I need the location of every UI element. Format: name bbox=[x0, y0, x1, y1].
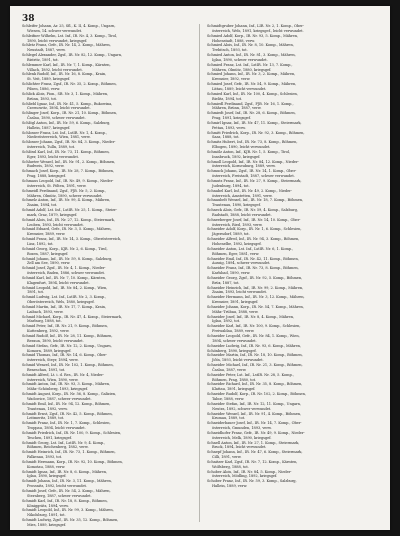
entry-line: Judenburg, 1894, tot. bbox=[212, 183, 250, 188]
entry-line: Schneider Wenzel, Inf., IR. Nr. 91, 4. Komp., Böhmen, bbox=[207, 411, 302, 416]
entry-line: Teschen, 1891, kriegsgef. bbox=[27, 435, 72, 440]
entry-line: Schlinger Josef, Korp., IR. Nr. 21, 10. Komp., Böhmen, bbox=[22, 111, 117, 116]
entry-line: Pilsen, 1886, verw. bbox=[27, 86, 61, 91]
entry-line: Villach, 1892, leicht verwundet. bbox=[27, 67, 83, 72]
entry-line: Schmidt Johann, Inf., IR. Nr. 3, 11. Komp., Mähren, bbox=[22, 479, 112, 484]
entry-line: Schneider Stefan, Inf., IR. Nr. 12, 11. Komp., Ungarn, bbox=[207, 401, 301, 406]
entry-line: Schmidt Ludwig, Zgsf., IR. Nr. 35, 12. Komp., Böhmen, bbox=[22, 518, 119, 523]
entry-line: Schneider Richard, Inf., IR. Nr. 35, 8. Komp., Böhmen, bbox=[207, 382, 303, 387]
entry-line: Beneschau, 1891, tot. bbox=[27, 367, 66, 372]
entry-line: Schneider Emil, Inf., IR. Nr. 42, 11. Komp., Böhmen, bbox=[207, 256, 299, 261]
entry-line: Iglau, 1890, schwer verwundet. bbox=[212, 57, 268, 62]
entry-line: österreich, Melk, 1890, kriegsgef. bbox=[212, 435, 272, 440]
entry-line: Schmeidl Ferdinand, Zgsf., FJB. Nr. 5, 2. Komp., bbox=[22, 188, 107, 193]
entry-line: Schmidtgruber Johann, Inf., LIR. Nr. 2, 1. Komp., Ober- bbox=[207, 24, 304, 28]
entry-line: Schmidt Josef, Gefr., IR. Nr. 54, 2. Komp., Mähren, bbox=[22, 489, 111, 493]
entry-line: österreich, Mödling, 1892, kriegsgef. bbox=[212, 474, 278, 479]
entry-line: Schmied Franz, Lst. Inf., LstIR. Nr. 13, 7. Komp., bbox=[207, 62, 293, 67]
entry-line: Trebitsch, 1893, tot. bbox=[212, 48, 248, 53]
entry-line: Schmid Ludwig, Lst. Inf., LstIR. Nr. 2, 3. Komp., bbox=[22, 295, 107, 300]
entry-line: Schmidt Leopold, Inf., IR. Nr. 99, 3. Komp., Mähren, bbox=[22, 508, 114, 513]
entry-line: Schneiderbauer Josef, Inf., IR. Nr. 14, 7. Komp., Ober- bbox=[207, 421, 302, 426]
entry-line: Znaim, 1894, tot. bbox=[27, 203, 58, 208]
entry-line: Schlegel Alexander, Zgsf., IR. Nr. 82, 12. Komp., Ungarn, bbox=[22, 53, 123, 58]
entry-line: Schmölz Anton, Inf., KJR. Nr. 1, 5. Komp., Tirol, bbox=[207, 149, 291, 154]
entry-line: österreich, Steyr, 1894, verw. bbox=[27, 358, 79, 363]
entry-line: Hohenstadt, 1888, verw. bbox=[212, 38, 255, 43]
entry-line: Tabor, 1888, verw. bbox=[212, 396, 245, 401]
entry-line: Niederösterreich, Wien, 1881, verw. bbox=[27, 135, 91, 140]
entry-line: Schmid Rudolf, Inf., IR. Nr. 28, 11. Komp., Böhmen, bbox=[22, 334, 113, 338]
entry-line: Schmid Thomas, Inf., IR. Nr. 14, 6. Komp., Ober- bbox=[22, 353, 108, 358]
entry-line: österreich, Tulln, 1889, tot. bbox=[27, 145, 76, 150]
entry-line: Aussig, 1894, schwer verwundet. bbox=[212, 261, 271, 266]
entry-line: Schneider Rudolf, Korp., IR. Nr. 102, 2. Komp., Böhmen, bbox=[207, 392, 306, 397]
entry-line: Iglau, 1892, tot. bbox=[212, 319, 241, 324]
column-divider bbox=[199, 24, 200, 522]
entry-line: Schmuck Johann, Zgsf., IR. Nr. 14, 1. Komp., Ober- bbox=[207, 169, 297, 174]
entry-line: Schmid Peter, Inf., IR. Nr. 21, 9. Komp., Böhmen, bbox=[22, 324, 108, 329]
entry-line: Schneider Michael, Inf., IR. Nr. 21, 3. Komp., Böhmen, bbox=[207, 363, 303, 368]
entry-line: Hallein, 1887, kriegsgef. bbox=[27, 125, 71, 130]
entry-line: Elbogen, 1890, leicht verwundet. bbox=[212, 145, 271, 150]
entry-line: Schneider Josef, Inf., IR. Nr. 8, 4. Komp., Mähren, bbox=[207, 314, 295, 319]
entry-line: österreich, Baden, 1886, schwer verwundet. bbox=[27, 271, 105, 276]
entry-line: Budweis, 1892, verw. bbox=[27, 164, 65, 169]
entry-line: Schlosser Franz, Lst. Inf., LstIR. Nr. 1, 4. Komp., bbox=[22, 130, 107, 135]
entry-line: Saaz, 1888, tot. bbox=[212, 135, 240, 140]
entry-line: österreich, Wien, 1890, verw. bbox=[27, 377, 79, 382]
entry-line: Oberösterreich, Wels, 1880, kriegsgef. bbox=[27, 300, 95, 305]
entry-line: 1891, tot. bbox=[27, 290, 44, 295]
entry-line: Schmid Adolf, Lst. Inf., LstIR. Nr. 25, 1. Komp., Steier- bbox=[22, 208, 118, 213]
entry-line: Schmid Johann, Inf., IR. Nr. 59, 8. Komp., Salzburg, bbox=[22, 256, 113, 261]
entry-line: Leitmeritz, 1889, tot. bbox=[27, 416, 65, 421]
entry-line: österreich, Ried, 1893, verw. bbox=[212, 222, 263, 227]
entry-line: Königgrätz, 1894, verw. bbox=[27, 503, 69, 508]
entry-line: Freiwaldau, 1889, verw. bbox=[212, 329, 255, 334]
entry-line: Schneider Martin, Inf., IR. Nr. 18, 10. Komp., Böhmen, bbox=[207, 353, 303, 358]
entry-line: Znaim, 1893, leicht verwundet. bbox=[212, 290, 267, 295]
entry-line: Schnaubelt Wenzel, Inf., IR. Nr. 18, 7. Komp., Böhmen, bbox=[207, 198, 304, 203]
entry-line: Wiesen, 14. schwer verwundet. bbox=[27, 28, 83, 33]
entry-line: Schmied Adolf, Korp., IR. Nr. 93, 5. Komp., Mähren, bbox=[207, 33, 299, 38]
entry-line: Schmutz Franz, Inf., IR. Nr. 27, 9. Komp., Steiermark, bbox=[207, 179, 302, 183]
entry-line: österreich, Amstetten, 1891, verw. bbox=[212, 193, 273, 198]
entry-line: Bistritz, 1891, tot. bbox=[27, 57, 59, 62]
entry-line: Jičín, 1893, leicht verwundet. bbox=[212, 358, 264, 363]
entry-line: Schneider Alfred, Inf., IR. Nr. 94, 3. Komp., Böhmen, bbox=[207, 237, 300, 242]
entry-line: Schmidt Ignaz, Inf., IR. Nr. 8, 6. Komp., Mähren, bbox=[22, 469, 108, 474]
entry-line: Trautenau, 1892, verw. bbox=[27, 406, 68, 411]
entry-line: Schmaus Leopold, Inf., IR. Nr. 49, 9. Komp., Nieder- bbox=[22, 179, 114, 183]
entry-line: Kuttenberg, 1892, verw. bbox=[27, 329, 70, 334]
entry-line: Schmidt Hermann, Korp., IR. Nr. 92, 10. Komp., Böhmen, bbox=[22, 459, 123, 464]
entry-line: Schlueter Wenzel, Inf., IR. Nr. 91, 2. Komp., Böhmen, bbox=[22, 159, 116, 164]
entry-line: Kremsier, 1889, verw. bbox=[27, 232, 66, 237]
entry-line: Böhmen, Prag, 1880, tot. bbox=[212, 377, 257, 382]
entry-line: Prag, 1888, kriegsgef. bbox=[27, 174, 66, 179]
left-column bbox=[22, 24, 192, 527]
entry-line: Böhmen, Reichenberg, 1882, verw. bbox=[27, 445, 89, 450]
entry-line: Schmelz Anton, Inf., IR. Nr. 99, 4. Komp., Mähren, bbox=[22, 198, 111, 203]
entry-line: Schmid Franz, Inf., IR. Nr. 14, 3. Komp., Oberösterreich, bbox=[22, 237, 122, 242]
entry-line: Schneider Ludwig, Inf., IR. Nr. 93, 6. Komp., Mähren, bbox=[207, 343, 301, 348]
entry-line: Bruck, 1894, leicht verwundet. bbox=[212, 445, 267, 450]
entry-line: Trautenau, 1890, kriegsgef. bbox=[212, 203, 261, 208]
entry-line: Iglau, 1890, kriegsgef. bbox=[27, 474, 67, 479]
entry-line: Schneider Adolf, Korp., IR. Nr. 1, 6. Komp., Schlesien, bbox=[207, 227, 302, 232]
entry-line: Schneider Karl, Inf., IR. Nr. 100, 9. Komp., Schlesien, bbox=[207, 324, 301, 329]
entry-line: Mähren, Olmütz, 1890, schwer verwundet. bbox=[27, 193, 103, 198]
entry-line: Schmid Stefan, Gefr., IR. Nr. 12, 2. Komp., Ungarn, bbox=[22, 343, 112, 348]
entry-line: Schlosser Johann, Zgsf., IR. Nr. 84, 3. Komp., Nieder- bbox=[22, 140, 116, 145]
entry-line: Nikolsburg, 1891, tot. bbox=[27, 513, 66, 518]
entry-line: Schlemmer Karl, Inf., IR. Nr. 7, 1. Komp., Kärnten, bbox=[22, 62, 111, 67]
entry-line: Prag, 1891, kriegsgef. bbox=[212, 116, 251, 121]
entry-line: Schmidt August, Korp., IR. Nr. 56, 8. Komp., Galizien, bbox=[22, 392, 117, 397]
entry-line: Klattau, 1891, kriegsgef. bbox=[212, 387, 256, 392]
entry-line: Schneck Alois, Gefr., IR. Nr. 59, 4. Komp., Salzburg, bbox=[207, 208, 298, 213]
entry-line: Falkenau, 1893, tot. bbox=[27, 455, 63, 460]
entry-line: Mähren, Olmütz, 1880, kriegsgef. bbox=[212, 67, 272, 72]
entry-line: Schneider Peter, Lst. Inf., LstIR. Nr. 28, 5. Komp., bbox=[207, 372, 294, 377]
entry-line: Schleifer Johann, Ar. 25, Sfl., K. II, 4. Komp., Ungarn, bbox=[22, 24, 116, 28]
entry-line: Littau, 1889, leicht verwundet. bbox=[212, 86, 267, 91]
entry-line: Neutra, 1892, schwer verwundet. bbox=[212, 406, 272, 411]
entry-line: Schmied Anton, Inf., IR. Nr. 81, 3. Komp., Mähren, bbox=[207, 53, 296, 58]
entry-line: Schmirl Ignaz, Inf., IR. Nr. 47, 11. Komp., Steiermark, bbox=[207, 120, 302, 125]
entry-line: Schmidt Friedrich, Inf., IR. Nr. 100, 9. Komp., Schlesien, bbox=[22, 430, 122, 435]
entry-line: Kremsier, 1891, kriegsgef. bbox=[212, 300, 259, 305]
entry-line: Bielitz, 1894, tot. bbox=[212, 96, 243, 101]
entry-line: Schmied Alois, Inf., IR. Nr. 8, 10. Komp., Mähren, bbox=[207, 43, 294, 48]
entry-line: Komotau, 1888, verw. bbox=[27, 464, 66, 469]
entry-line: Schmidt Karl, Inf., IR. Nr. 18, 8. Komp., Böhmen, bbox=[22, 498, 108, 503]
entry-line: Schmiedl Ferdinand, Zgsf., FJB. Nr. 16, 1. Komp., bbox=[207, 101, 294, 106]
entry-line: Brünn, 1893, tot. bbox=[27, 96, 57, 101]
entry-line: Schmid Leopold, Inf., IR. Nr. 84, 2. Komp., Wien, bbox=[22, 285, 108, 290]
entry-line: Schletz Franz, Gefr., IR. Nr. 14, 2. Komp., Mähren, bbox=[22, 43, 111, 48]
entry-line: Schnepf Johann, Inf., IR. Nr. 47, 6. Komp., Steiermark, bbox=[207, 450, 303, 455]
entry-line: Hohenelbe, 1892, kriegsgef. bbox=[212, 241, 262, 246]
entry-line: Schneider Heinrich, Inf., IR. Nr. 99, 2. Komp., Mähren, bbox=[207, 285, 304, 290]
entry-line: österreich, St. Pölten, 1891, verw. bbox=[27, 183, 87, 188]
entry-line: Krumau, 1889, tot. bbox=[212, 416, 246, 421]
entry-line: Hallein, 1889, verw. bbox=[212, 484, 248, 489]
entry-line: Schlössl Karl, Inf., IR. Nr. 73, 11. Komp., Böhmen, bbox=[22, 149, 110, 154]
entry-line: Schmidt Emil, Inf., IR. Nr. 94, 12. Komp., Böhmen, bbox=[22, 401, 111, 406]
entry-line: St. Veit, 1889, kriegsgef. bbox=[27, 77, 71, 82]
entry-line: Eger, 1893, leicht verwundet. bbox=[27, 154, 79, 159]
entry-line: Schmiedt Josef, Inf., IR. Nr. 28, 6. Komp., Böhmen, bbox=[207, 111, 296, 116]
entry-line: Schober Alois, Inf., IR. Nr. 84, 5. Komp., Nieder- bbox=[207, 469, 292, 474]
entry-line: Schmied Josef, Gefr., IR. Nr. 54, 9. Komp., Mähren, bbox=[207, 82, 297, 87]
entry-line: Schmidt Anton, Inf., IR. Nr. 93, 3. Komp., Mähren, bbox=[22, 382, 111, 387]
entry-line: Schmid Josef, Zgsf., IR. Nr. 4, 1. Komp., Nieder- bbox=[22, 266, 106, 271]
entry-line: Schnell Anton, Inf., IR. Nr. 27, 1. Komp., Steiermark, bbox=[207, 440, 300, 445]
entry-line: Troppau, 1894, leicht verwundet. bbox=[27, 426, 86, 431]
entry-line: Schmidt Franz, Inf., IR. Nr. 1, 7. Komp., Schlesien, bbox=[22, 421, 111, 426]
entry-line: Schmidt Heinrich, Inf., IR. Nr. 73, 1. Komp., Böhmen, bbox=[22, 450, 116, 455]
entry-line: Schneeberger Josef, Inf., IR. Nr. 14, 10. Komp., Ober- bbox=[207, 217, 301, 222]
entry-line: Karlsbad, 1890, verw. bbox=[212, 271, 251, 276]
entry-line: Linz, 1892, tot. bbox=[27, 241, 54, 246]
entry-line: Schmoll Leopold, Inf., IR. Nr. 84, 12. Komp., Nieder- bbox=[207, 159, 299, 164]
entry-line: Mähr.-Schönberg, 1893, kriegsgef. bbox=[27, 387, 88, 392]
entry-line: Schneider Georg, Zgsf., IR. Nr. 92, 5. Komp., Böhmen, bbox=[207, 275, 303, 280]
entry-line: Pettau, 1893, verw. bbox=[212, 125, 246, 130]
entry-line: Bozen, 1887, kriegsgef. bbox=[27, 251, 69, 256]
entry-line: Schnabel Karl, Inf., IR. Nr. 49, 2. Komp., Nieder- bbox=[207, 188, 292, 193]
entry-line: Schmach Josef, Korp., IR. Nr. 28, 7. Komp., Böhmen, bbox=[22, 169, 114, 174]
entry-line: Časlau, 1887, verw. bbox=[212, 367, 247, 372]
entry-line: Schliebl Ignaz, Inf., IR. Nr. 41, 5. Komp., Bukowina, bbox=[22, 101, 113, 106]
entry-line: Schlick Alois, Pion., SB. Nr. 3, 1. Komp., Mähren, bbox=[22, 91, 109, 96]
entry-line: Schneidhofer Franz, Gefr., IR. Nr. 49, 9. Komp., Nieder- bbox=[207, 430, 305, 435]
entry-line: Schneider Franz, Inf., IR. Nr. 73, 8. Komp., Böhmen, bbox=[207, 266, 299, 271]
entry-line: Schmid Karl, Inf., IR. Nr. 7, 10. Komp., Kärnten, bbox=[22, 275, 106, 280]
entry-line: Schmidt Georg, Lst. Inf., LstIR. Nr. 9, 4. Komp., bbox=[22, 440, 106, 445]
entry-line: österreich, Korneuburg, 1889, verw. bbox=[212, 164, 276, 169]
entry-line: Komorn, 1889, kriegsgef. bbox=[27, 348, 72, 353]
page-number: 38 bbox=[22, 14, 35, 24]
entry-line: Schnitzer Karl, Zgsf., IR. Nr. 7, 12. Komp., Kärnten, bbox=[207, 459, 298, 464]
entry-line: Marburg, 1888, tot. bbox=[27, 319, 62, 324]
entry-line: Schneider Johann, Korp., IR. Nr. 54, 7. Komp., Mähren, bbox=[207, 304, 304, 309]
document-page bbox=[10, 6, 390, 530]
entry-line: Schneider Leopold, Gefr., IR. Nr. 84, 1. Komp., Wien, bbox=[207, 334, 300, 338]
entry-line: 1894, schwer verwundet. bbox=[212, 338, 257, 343]
entry-line: Schmitt Friedrich, Korp., IR. Nr. 92, 3. Komp., Böhmen, bbox=[207, 130, 305, 135]
entry-line: Schneider Hermann, Inf., IR. Nr. 3, 12. Komp., Mähren, bbox=[207, 295, 305, 300]
entry-line: Sternberg, 1887, schwer verwundet. bbox=[27, 493, 92, 498]
entry-line: Schlichter Franz, Zgsf., IR. Nr. 35, 2. Komp., Böhmen, bbox=[22, 82, 117, 87]
entry-line: Zell am See, 1890, verw. bbox=[27, 261, 71, 266]
entry-line: Jägerndorf, 1889, tot. bbox=[212, 232, 250, 237]
entry-line: Schmid Michael, Korp., IR. Nr. 47, 4. Komp., Steiermark, bbox=[22, 314, 122, 319]
entry-line: Schönberg, 1890, kriegsgef. bbox=[207, 348, 257, 353]
entry-line: Časlau, 1890, schwer verwundet. bbox=[27, 116, 86, 121]
entry-line: österreich, Freistadt, 1887, schwer verwundet. bbox=[212, 174, 295, 179]
entry-line: Czernowitz, 1894, leicht verwundet. bbox=[27, 106, 91, 111]
entry-line: Prossnitz, 1892, leicht verwundet. bbox=[27, 484, 87, 489]
entry-line: Böhmen, Eger, 1881, verw. bbox=[212, 251, 260, 256]
entry-line: Cilli, 1891, verw. bbox=[212, 455, 242, 460]
entry-line: mark, Graz, 1879, kriegsgef. bbox=[27, 212, 78, 217]
entry-line: Schneider Anton, Lst. Inf., LstIR. Nr. 6, 1. Komp., bbox=[207, 246, 294, 251]
entry-line: Schlenk Rudolf, Inf., IR. Nr. 16, 8. Komp., Krain, bbox=[22, 72, 107, 77]
entry-line: Neustadt, 1887, verw. bbox=[27, 48, 66, 53]
entry-line: österreich, Wels, 1891, kriegsgef., leicht verwundet. bbox=[212, 28, 304, 33]
entry-line: Schmid Martin, Inf., IR. Nr. 17, 7. Komp., Krain, bbox=[22, 304, 106, 309]
entry-line: Klagenfurt, 1894, leicht verwundet. bbox=[27, 280, 90, 285]
entry-line: Innsbruck, 1892, kriegsgef. bbox=[212, 154, 261, 159]
entry-line: Mähren, Brünn, 1887, verw. bbox=[212, 106, 262, 111]
entry-line: Wolfsberg, 1888, tot. bbox=[212, 464, 249, 469]
entry-line: Laibach, 1893, verw. bbox=[27, 309, 64, 314]
entry-line: Schober Franz, Inf., IR. Nr. 59, 3. Komp., Salzburg, bbox=[207, 479, 297, 484]
entry-line: Leoben, 1893, leicht verwundet. bbox=[27, 222, 84, 227]
entry-line: Mähr.-Trübau, 1888, verw. bbox=[212, 309, 259, 314]
entry-line: Schmid Georg, Korp., KJR. Nr. 2, 6. Komp., Tirol, bbox=[22, 246, 108, 251]
entry-line: Schleifner Wilhelm, Lst. Inf., IR. Nr. 4, 3. Komp., Tirol, bbox=[22, 33, 118, 38]
entry-line: Mies, 1889, kriegsgef. bbox=[27, 522, 67, 527]
entry-line: Schmied Karl, Inf., IR. Nr. 100, 4. Komp., Schlesien, bbox=[207, 91, 298, 96]
entry-line: Kremsier, 1892, verw. bbox=[212, 77, 251, 82]
entry-line: österreich, Gmunden, 1893, verw. bbox=[212, 426, 272, 431]
entry-line: 1890, leicht verwundet, kriegsgef. bbox=[27, 38, 88, 43]
entry-line: Radstadt, 1888, leicht verwundet. bbox=[212, 212, 272, 217]
entry-line: Schmidt Alfred, Lt. i. d. Res., IR. Nr. 4, Nieder- bbox=[22, 372, 104, 377]
entry-line: Schmid Eduard, Gefr., IR. Nr. 3, 5. Komp., Mähren, bbox=[22, 227, 112, 232]
entry-line: Schmitz Hubert, Inf., IR. Nr. 73, 8. Komp., Böhmen, bbox=[207, 140, 298, 145]
entry-line: Beraun, 1890, leicht verwundet. bbox=[27, 338, 84, 343]
entry-line: Schlögl Anton, Inf., IR. Nr. 59, 6. Komp., Salzburg, bbox=[22, 120, 111, 125]
entry-line: Schmidt Ernst, Zgsf., IR. Nr. 42, 5. Komp., Böhmen, bbox=[22, 411, 113, 416]
entry-line: Wadowice, 1887, schwer verwundet. bbox=[27, 396, 92, 401]
entry-line: Schmid Wenzel, Inf., IR. Nr. 102, 1. Komp., Böhmen, bbox=[22, 363, 114, 368]
entry-line: Brüx, 1887, tot. bbox=[212, 280, 240, 285]
entry-line: Schmied Johann, Inf., IR. Nr. 3, 2. Komp., Mähren, bbox=[207, 72, 296, 77]
entry-line: Schmid Alois, Inf., IR. Nr. 27, 12. Komp., Steiermark, bbox=[22, 217, 115, 222]
right-column bbox=[207, 24, 377, 524]
